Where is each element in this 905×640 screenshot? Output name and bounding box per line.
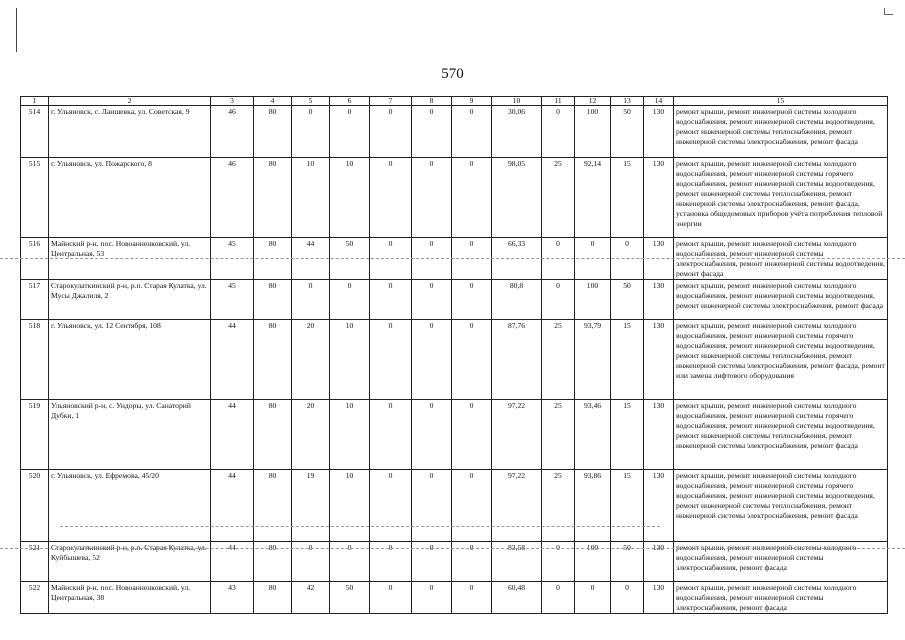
table-row <box>21 280 888 320</box>
row-number-cell: 515 <box>21 158 49 238</box>
value-cell: 20 <box>292 320 330 400</box>
value-cell: 0 <box>370 542 412 582</box>
value-cell: 98,05 <box>492 158 542 238</box>
address-cell: Старокулаткинский р-н, р.п. Старая Кулатка, ул. Куйбышева, 52 <box>49 542 211 582</box>
header-cell: 6 <box>330 97 370 106</box>
value-cell: 80 <box>254 320 292 400</box>
address-cell: г. Ульяновск, с. Лаишевка, ул. Советская, 9 <box>49 106 211 158</box>
value-cell: 80 <box>254 158 292 238</box>
scan-artifact-line <box>0 258 905 259</box>
value-cell: 25 <box>542 158 575 238</box>
header-cell: 13 <box>611 97 644 106</box>
value-cell: 0 <box>452 280 492 320</box>
row-number-cell: 522 <box>21 582 49 614</box>
value-cell: 60,48 <box>492 582 542 614</box>
value-cell: 50 <box>611 280 644 320</box>
header-cell: 10 <box>492 97 542 106</box>
address-cell: Майнский р-н, пос. Новоанненковский, ул. Центральная, 38 <box>49 582 211 614</box>
table-row <box>21 470 888 542</box>
header-cell: 2 <box>49 97 211 106</box>
value-cell: 80 <box>254 542 292 582</box>
header-cell: 15 <box>674 97 888 106</box>
row-number-cell: 519 <box>21 400 49 470</box>
value-cell: 0 <box>452 158 492 238</box>
value-cell: 130 <box>644 320 674 400</box>
value-cell: 0 <box>412 400 452 470</box>
value-cell: 0 <box>575 582 611 614</box>
scan-artifact-line <box>0 548 905 549</box>
address-cell: Ульяновский р-н, с. Ундоры, ул. Санаторий Дубки, 1 <box>49 400 211 470</box>
work-types-cell: ремонт крыши, ремонт инженерной системы холодного водоснабжения, ремонт инженерной системы электроснабжения, ремонт фасада <box>674 582 888 614</box>
value-cell: 80 <box>254 582 292 614</box>
value-cell: 44 <box>292 238 330 280</box>
value-cell: 92,14 <box>575 158 611 238</box>
value-cell: 0 <box>412 106 452 158</box>
value-cell: 10 <box>330 158 370 238</box>
value-cell: 130 <box>644 238 674 280</box>
value-cell: 15 <box>611 400 644 470</box>
scan-margin-line <box>16 8 17 52</box>
value-cell: 20 <box>292 400 330 470</box>
value-cell: 80 <box>254 400 292 470</box>
value-cell: 0 <box>370 106 412 158</box>
header-cell: 7 <box>370 97 412 106</box>
address-cell: г. Ульяновск, ул. Пожарского, 8 <box>49 158 211 238</box>
value-cell: 0 <box>452 582 492 614</box>
work-types-cell: ремонт крыши, ремонт инженерной системы холодного водоснабжения, ремонт инженерной системы водоотведения, ремонт инженерной системы электроснабжения, ремонт фасада <box>674 280 888 320</box>
value-cell: 0 <box>370 470 412 542</box>
address-cell: г. Ульяновск, ул. 12 Сентября, 108 <box>49 320 211 400</box>
value-cell: 15 <box>611 470 644 542</box>
row-number-cell: 520 <box>21 470 49 542</box>
header-cell: 8 <box>412 97 452 106</box>
value-cell: 0 <box>542 106 575 158</box>
value-cell: 0 <box>542 542 575 582</box>
address-cell: г. Ульяновск, ул. Ефремова, 45/20 <box>49 470 211 542</box>
table-row <box>21 106 888 158</box>
value-cell: 44 <box>211 470 254 542</box>
value-cell: 0 <box>330 542 370 582</box>
value-cell: 10 <box>330 470 370 542</box>
value-cell: 0 <box>330 280 370 320</box>
value-cell: 0 <box>542 238 575 280</box>
value-cell: 0 <box>370 400 412 470</box>
value-cell: 0 <box>412 238 452 280</box>
value-cell: 0 <box>330 106 370 158</box>
work-types-cell: ремонт крыши, ремонт инженерной системы холодного водоснабжения, ремонт инженерной системы горячего водоснабжения, ремонт инженерной системы водоотведения, ремонт инженерной системы теплоснабжения, ремонт инженерной системы электроснабжения, ремонт фасада, ремонт или замена лифтового оборудования <box>674 320 888 400</box>
value-cell: 10 <box>330 400 370 470</box>
value-cell: 0 <box>412 280 452 320</box>
value-cell: 0 <box>452 238 492 280</box>
work-types-cell: ремонт крыши, ремонт инженерной системы холодного водоснабжения, ремонт инженерной системы горячего водоснабжения, ремонт инженерной системы водоотведения, ремонт инженерной системы теплоснабжения, ремонт инженерной системы электроснабжения, ремонт фасада <box>674 400 888 470</box>
value-cell: 25 <box>542 400 575 470</box>
value-cell: 50 <box>611 542 644 582</box>
value-cell: 0 <box>292 280 330 320</box>
value-cell: 93,86 <box>575 470 611 542</box>
value-cell: 50 <box>330 582 370 614</box>
value-cell: 130 <box>644 582 674 614</box>
value-cell: 66,33 <box>492 238 542 280</box>
table-row <box>21 400 888 470</box>
value-cell: 80,8 <box>492 280 542 320</box>
value-cell: 130 <box>644 400 674 470</box>
value-cell: 50 <box>330 238 370 280</box>
header-cell: 14 <box>644 97 674 106</box>
header-cell: 3 <box>211 97 254 106</box>
value-cell: 0 <box>452 470 492 542</box>
value-cell: 97,22 <box>492 400 542 470</box>
value-cell: 0 <box>611 582 644 614</box>
value-cell: 0 <box>452 320 492 400</box>
value-cell: 0 <box>611 238 644 280</box>
header-cell: 5 <box>292 97 330 106</box>
column-number-header-row <box>21 97 888 106</box>
value-cell: 25 <box>542 320 575 400</box>
row-number-cell: 518 <box>21 320 49 400</box>
value-cell: 43 <box>211 582 254 614</box>
value-cell: 130 <box>644 106 674 158</box>
table-row <box>21 320 888 400</box>
table-row <box>21 582 888 614</box>
page-number: 570 <box>441 66 464 82</box>
value-cell: 0 <box>412 320 452 400</box>
value-cell: 80 <box>254 470 292 542</box>
value-cell: 130 <box>644 542 674 582</box>
value-cell: 10 <box>292 158 330 238</box>
value-cell: 45 <box>211 238 254 280</box>
value-cell: 45 <box>211 280 254 320</box>
value-cell: 0 <box>412 470 452 542</box>
value-cell: 10 <box>330 320 370 400</box>
value-cell: 93,79 <box>575 320 611 400</box>
value-cell: 97,22 <box>492 470 542 542</box>
capital-repair-register-table <box>20 96 888 614</box>
value-cell: 44 <box>211 320 254 400</box>
value-cell: 80 <box>254 280 292 320</box>
work-types-cell: ремонт крыши, ремонт инженерной системы холодного водоснабжения, ремонт инженерной системы водоотведения, ремонт инженерной системы теплоснабжения, ремонт инженерной системы электроснабжения, ремонт фасада <box>674 106 888 158</box>
address-cell: Майнский р-н, пос. Новоанненковский, ул. Центральная, 53 <box>49 238 211 280</box>
value-cell: 0 <box>292 542 330 582</box>
value-cell: 44 <box>211 400 254 470</box>
value-cell: 0 <box>370 582 412 614</box>
row-number-cell: 521 <box>21 542 49 582</box>
value-cell: 80 <box>254 238 292 280</box>
address-cell: Старокулаткинский р-н, р.п. Старая Кулатка, ул. Мусы Джалиля, 2 <box>49 280 211 320</box>
value-cell: 0 <box>452 106 492 158</box>
table-row <box>21 158 888 238</box>
value-cell: 30,06 <box>492 106 542 158</box>
value-cell: 0 <box>370 280 412 320</box>
header-cell: 4 <box>254 97 292 106</box>
value-cell: 15 <box>611 158 644 238</box>
scan-corner-mark <box>884 8 893 15</box>
value-cell: 80 <box>254 106 292 158</box>
value-cell: 93,46 <box>575 400 611 470</box>
value-cell: 15 <box>611 320 644 400</box>
value-cell: 83,58 <box>492 542 542 582</box>
work-types-cell: ремонт крыши, ремонт инженерной системы холодного водоснабжения, ремонт инженерной системы электроснабжения, ремонт фасада <box>674 542 888 582</box>
value-cell: 0 <box>412 582 452 614</box>
value-cell: 130 <box>644 158 674 238</box>
value-cell: 0 <box>542 582 575 614</box>
value-cell: 130 <box>644 280 674 320</box>
value-cell: 0 <box>412 542 452 582</box>
value-cell: 46 <box>211 106 254 158</box>
value-cell: 0 <box>575 238 611 280</box>
work-types-cell: ремонт крыши, ремонт инженерной системы холодного водоснабжения, ремонт инженерной системы горячего водоснабжения, ремонт инженерной системы водоотведения, ремонт инженерной системы теплоснабжения, ремонт инженерной системы электроснабжения, ремонт фасада, установка общедомовых приборов учёта потребления тепловой энергии <box>674 158 888 238</box>
value-cell: 130 <box>644 470 674 542</box>
header-cell: 12 <box>575 97 611 106</box>
value-cell: 0 <box>370 320 412 400</box>
value-cell: 0 <box>452 400 492 470</box>
value-cell: 87,76 <box>492 320 542 400</box>
value-cell: 0 <box>452 542 492 582</box>
value-cell: 100 <box>575 106 611 158</box>
value-cell: 0 <box>412 158 452 238</box>
row-number-cell: 516 <box>21 238 49 280</box>
value-cell: 0 <box>292 106 330 158</box>
value-cell: 50 <box>611 106 644 158</box>
work-types-cell: ремонт крыши, ремонт инженерной системы холодного водоснабжения, ремонт инженерной системы электроснабжения, ремонт инженерной системы водоотведения, ремонт фасада <box>674 238 888 280</box>
value-cell: 100 <box>575 280 611 320</box>
value-cell: 25 <box>542 470 575 542</box>
value-cell: 0 <box>370 158 412 238</box>
row-number-cell: 514 <box>21 106 49 158</box>
value-cell: 0 <box>542 280 575 320</box>
scan-artifact-line <box>60 526 660 527</box>
value-cell: 100 <box>575 542 611 582</box>
row-number-cell: 517 <box>21 280 49 320</box>
value-cell: 44 <box>211 542 254 582</box>
value-cell: 19 <box>292 470 330 542</box>
value-cell: 46 <box>211 158 254 238</box>
work-types-cell: ремонт крыши, ремонт инженерной системы холодного водоснабжения, ремонт инженерной системы горячего водоснабжения, ремонт инженерной системы водоотведения, ремонт инженерной системы теплоснабжения, ремонт инженерной системы электроснабжения, ремонт фасада <box>674 470 888 542</box>
value-cell: 0 <box>370 238 412 280</box>
header-cell: 1 <box>21 97 49 106</box>
header-cell: 11 <box>542 97 575 106</box>
value-cell: 42 <box>292 582 330 614</box>
header-cell: 9 <box>452 97 492 106</box>
